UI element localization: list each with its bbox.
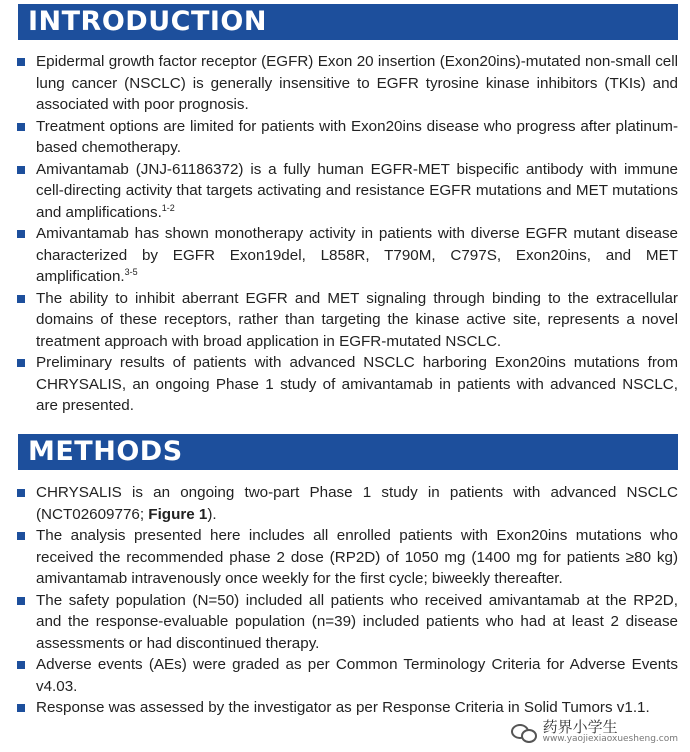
square-bullet-icon xyxy=(17,597,25,605)
list-item: CHRYSALIS is an ongoing two-part Phase 1 study in patients with advanced NSCLC (NCT02609776; Figure 1). xyxy=(0,482,690,525)
list-item: The ability to inhibit aberrant EGFR and MET signaling through binding to the extracellular domains of these receptors, rather than targeting the kinase active site, represents a novel treatment approach with broad application in EGFR-mutated NSCLC. xyxy=(0,288,690,353)
square-bullet-icon xyxy=(17,166,25,174)
square-bullet-icon xyxy=(17,661,25,669)
list-item: Treatment options are limited for patients with Exon20ins disease who progress after platinum-based chemotherapy. xyxy=(0,116,690,159)
list-item: Response was assessed by the investigator as per Response Criteria in Solid Tumors v1.1. xyxy=(0,697,690,719)
watermark-title: 药界小学生 xyxy=(542,718,618,736)
list-item: Adverse events (AEs) were graded as per Common Terminology Criteria for Adverse Events v4.03. xyxy=(0,654,690,697)
square-bullet-icon xyxy=(17,123,25,131)
square-bullet-icon xyxy=(17,295,25,303)
introduction-list xyxy=(0,51,690,417)
list-item: Epidermal growth factor receptor (EGFR) Exon 20 insertion (Exon20ins)-mutated non-small cell lung cancer (NSCLC) is generally insensitive to EGFR tyrosine kinase inhibitors (TKIs) and associated with poor prognosis. xyxy=(0,51,690,116)
methods-list xyxy=(0,482,690,719)
list-item: Preliminary results of patients with advanced NSCLC harboring Exon20ins mutations from CHRYSALIS, an ongoing Phase 1 study of amivantamab in patients with advanced NSCLC, are presented. xyxy=(0,352,690,417)
square-bullet-icon xyxy=(17,489,25,497)
watermark xyxy=(511,720,678,744)
list-item: Amivantamab (JNJ-61186372) is a fully human EGFR-MET bispecific antibody with immune cell-directing activity that targets activating and resistance EGFR mutations and MET mutations and amplifications.$^{1-2}$ xyxy=(0,159,690,224)
square-bullet-icon xyxy=(17,58,25,66)
wechat-icon xyxy=(511,722,537,742)
list-item: Amivantamab has shown monotherapy activity in patients with diverse EGFR mutant disease characterized by EGFR Exon19del, L858R, T790M, C797S, Exon20ins, and MET amplification.$^{3-5}$ xyxy=(0,223,690,288)
citation-superscript: 1-2 xyxy=(161,202,175,213)
square-bullet-icon xyxy=(17,359,25,367)
figure-reference: Figure 1 xyxy=(148,505,208,523)
list-item: The safety population (N=50) included all patients who received amivantamab at the RP2D, and the response-evaluable population (n=39) included patients who had at least 2 disease assessments or had discontinued therapy. xyxy=(0,590,690,655)
list-item: The analysis presented here includes all enrolled patients with Exon20ins mutations who received the recommended phase 2 dose (RP2D) of 1050 mg (1400 mg for patients ≥80 kg) amivantamab intravenously once weekly for the first cycle; biweekly thereafter. xyxy=(0,525,690,590)
square-bullet-icon xyxy=(17,704,25,712)
square-bullet-icon xyxy=(17,230,25,238)
watermark-url: www.yaojiexiaoxuesheng.com xyxy=(542,734,678,744)
citation-superscript: 3-5 xyxy=(124,266,138,277)
methods-header: METHODS xyxy=(18,434,678,470)
square-bullet-icon xyxy=(17,532,25,540)
introduction-header: INTRODUCTION xyxy=(18,4,678,40)
